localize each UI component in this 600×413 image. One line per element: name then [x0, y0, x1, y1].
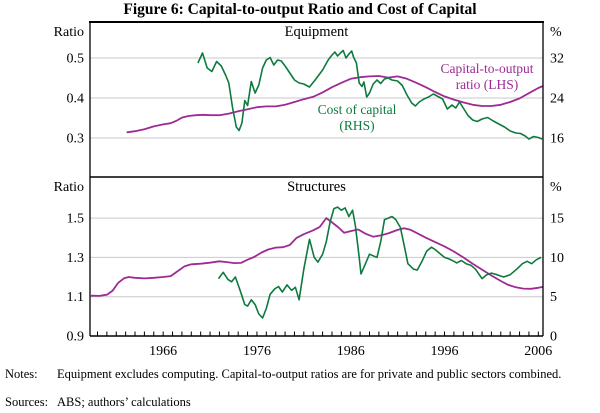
right-tick-label: 24 [550, 91, 564, 107]
series-label: Capital-to-output [440, 61, 534, 76]
sources-row [5, 395, 597, 410]
left-axis-unit-label: Ratio [53, 25, 84, 40]
right-tick-label: 5 [550, 290, 557, 306]
figure-title: Figure 6: Capital-to-output Ratio and Cost of Capital [123, 1, 477, 18]
left-tick-label: 0.4 [66, 91, 84, 107]
panel-title-equipment: Equipment [284, 24, 349, 40]
x-tick-label-1996: 1996 [430, 344, 459, 359]
right-tick-label: 0 [550, 329, 557, 345]
right-axis-unit-label: % [550, 180, 562, 195]
right-axis-unit-label: % [550, 25, 562, 40]
series-label: Cost of capital [317, 102, 397, 117]
x-tick-label-1976: 1976 [242, 344, 271, 359]
notes-label: Notes: [5, 367, 38, 381]
right-tick-label: 32 [550, 51, 564, 67]
sources-text: ABS; authors’ calculations [57, 395, 191, 409]
notes-text: Equipment excludes computing. Capital-to-output ratios are for private and public sectors combined. [57, 367, 562, 381]
x-tick-label-2006: 2006 [524, 344, 553, 359]
left-axis-unit-label: Ratio [53, 180, 84, 195]
left-tick-label: 0.9 [66, 329, 84, 345]
left-tick-label: 1.5 [66, 211, 84, 227]
left-tick-label: 0.5 [66, 51, 84, 67]
notes-row [5, 367, 597, 382]
series-label: (RHS) [339, 118, 375, 133]
structures-cost-of-capital-line [219, 207, 542, 318]
right-tick-label: 16 [550, 131, 564, 147]
right-tick-label: 15 [550, 211, 564, 227]
left-tick-label: 0.3 [66, 131, 84, 147]
panel-title-structures: Structures [287, 179, 346, 195]
left-tick-label: 1.1 [66, 290, 84, 306]
series-label: ratio (LHS) [455, 77, 519, 92]
sources-label: Sources: [5, 395, 49, 409]
left-tick-label: 1.3 [66, 250, 84, 266]
right-tick-label: 10 [550, 250, 564, 266]
x-tick-label-1966: 1966 [149, 344, 178, 359]
x-tick-label-1986: 1986 [336, 344, 365, 359]
